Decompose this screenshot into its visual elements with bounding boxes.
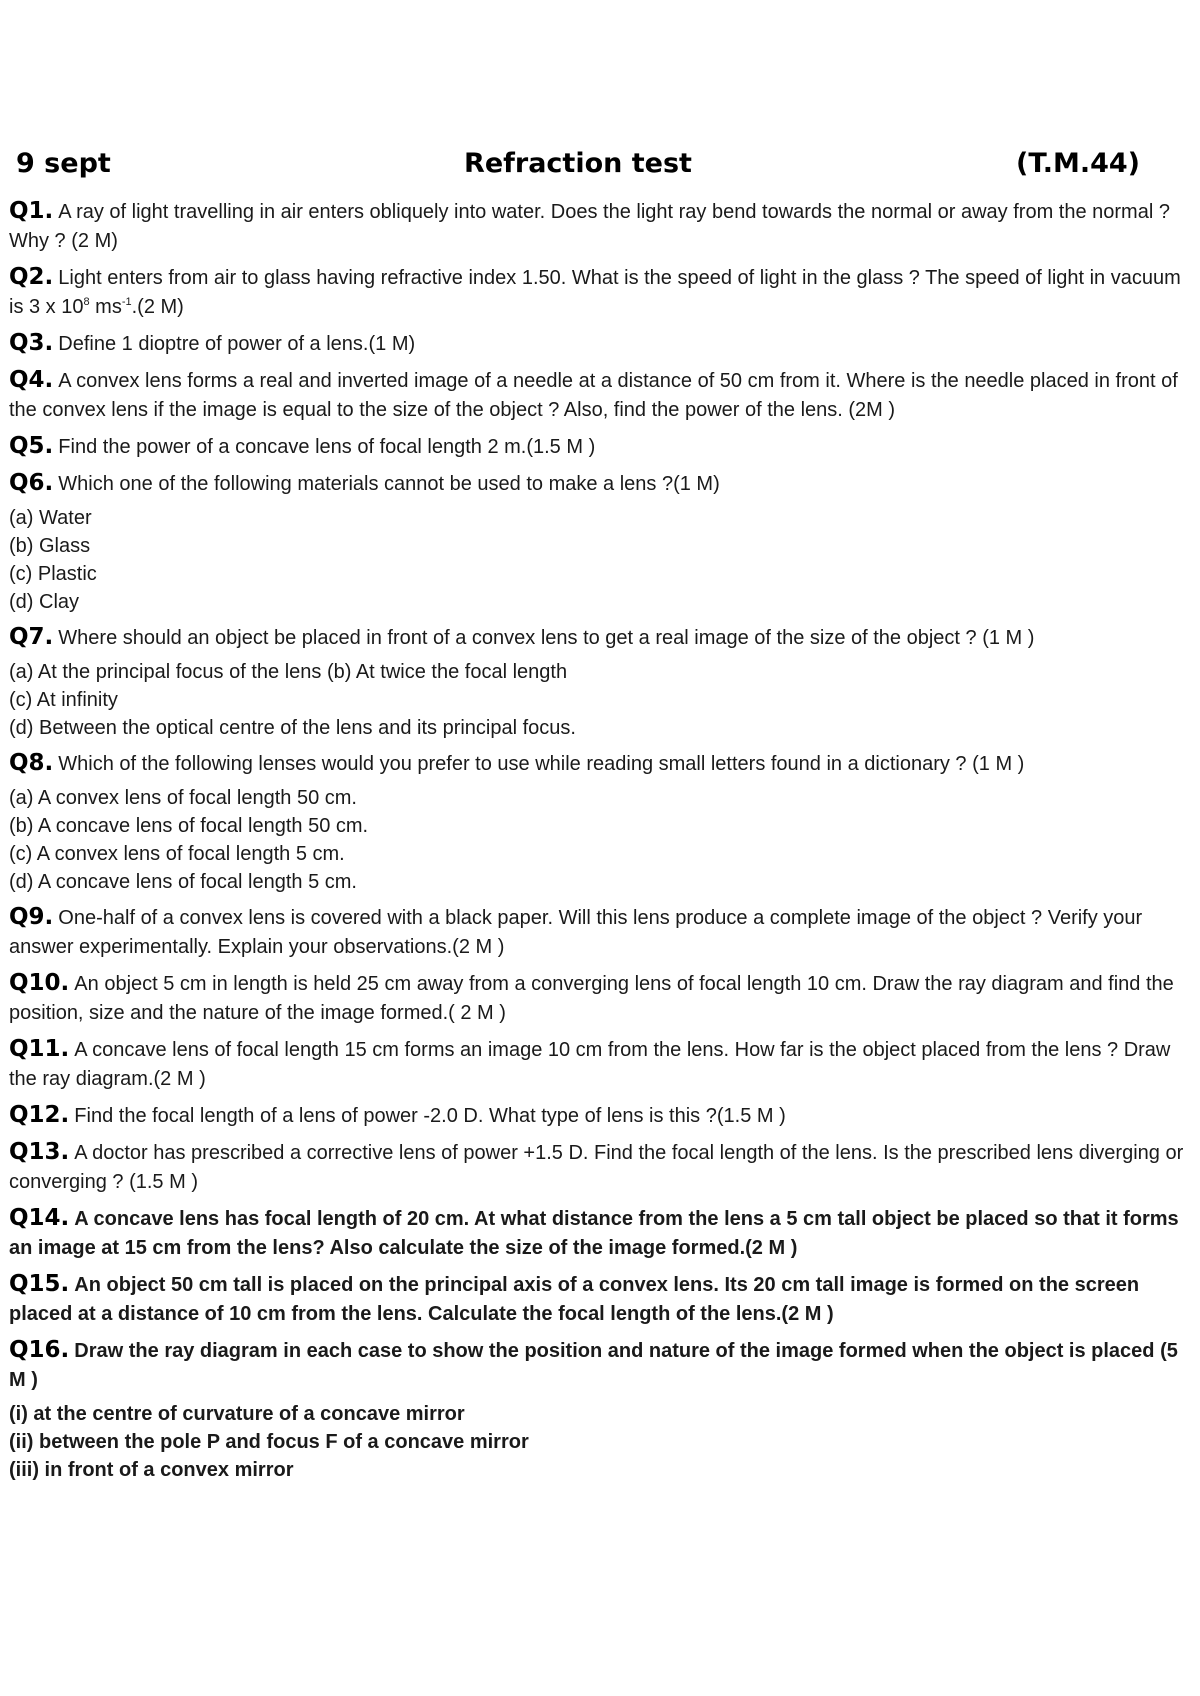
question-label: Q4. xyxy=(9,367,54,393)
question-10 xyxy=(9,969,1192,1028)
test-code: (T.M.44) xyxy=(1016,148,1140,179)
exponent: 8 xyxy=(83,296,90,308)
question-8-options xyxy=(9,784,1192,896)
option: (c) At infinity xyxy=(9,689,118,711)
option: (a) At the principal focus of the lens (b) At twice the focal length xyxy=(9,661,568,683)
question-label: Q14. xyxy=(9,1205,70,1231)
question-text: A ray of light travelling in air enters obliquely into water. Does the light ray bend towards the normal or away from the normal ? Why ? (2 M) xyxy=(9,201,1170,252)
question-label: Q2. xyxy=(9,264,54,290)
option: (a) A convex lens of focal length 50 cm. xyxy=(9,787,357,809)
option: (ii) between the pole P and focus F of a concave mirror xyxy=(9,1431,529,1453)
question-7-options xyxy=(9,658,1192,742)
question-3 xyxy=(9,329,1192,359)
test-date: 9 sept xyxy=(16,148,111,179)
question-16 xyxy=(9,1336,1192,1395)
option: (b) Glass xyxy=(9,535,91,557)
question-text: Where should an object be placed in front of a convex lens to get a real image of the size of the object ? (1 M ) xyxy=(58,627,1035,649)
question-text: Find the power of a concave lens of focal length 2 m.(1.5 M ) xyxy=(58,436,596,458)
question-2 xyxy=(9,263,1192,322)
question-label: Q12. xyxy=(9,1102,70,1128)
question-14 xyxy=(9,1204,1192,1263)
question-list xyxy=(9,197,1192,1491)
question-label: Q5. xyxy=(9,433,54,459)
option: (iii) in front of a convex mirror xyxy=(9,1459,294,1481)
question-4 xyxy=(9,366,1192,425)
question-label: Q3. xyxy=(9,330,54,356)
option: (a) Water xyxy=(9,507,92,529)
question-text: An object 5 cm in length is held 25 cm away from a converging lens of focal length 10 cm. Draw the ray diagram and find the position, size and the nature of the image formed.( 2 M ) xyxy=(9,973,1174,1024)
option: (c) Plastic xyxy=(9,563,97,585)
question-label: Q8. xyxy=(9,750,54,776)
question-label: Q6. xyxy=(9,470,54,496)
question-1 xyxy=(9,197,1192,256)
question-label: Q7. xyxy=(9,624,54,650)
option: (d) Clay xyxy=(9,591,80,613)
question-13 xyxy=(9,1138,1192,1197)
question-8 xyxy=(9,749,1192,779)
question-text: A doctor has prescribed a corrective lens of power +1.5 D. Find the focal length of the lens. Is the prescribed lens diverging or converging ? (1.5 M ) xyxy=(9,1142,1184,1193)
question-text: An object 50 cm tall is placed on the principal axis of a convex lens. Its 20 cm tall image is formed on the screen placed at a distance of 10 cm from the lens. Calculate the focal length of the lens.(2 M ) xyxy=(9,1274,1140,1325)
question-text: Which one of the following materials cannot be used to make a lens ?(1 M) xyxy=(58,473,720,495)
question-text: Which of the following lenses would you prefer to use while reading small letters found in a dictionary ? (1 M ) xyxy=(58,753,1025,775)
question-text-part: Light enters from air to glass having refractive index 1.50. What is the speed of light in the glass ? The speed of light in vacuum is 3 x 10 xyxy=(9,267,1181,318)
question-12 xyxy=(9,1101,1192,1131)
question-text: Draw the ray diagram in each case to show the position and nature of the image formed when the object is placed (5 M ) xyxy=(9,1340,1178,1391)
option: (d) Between the optical centre of the lens and its principal focus. xyxy=(9,717,576,739)
question-text: One-half of a convex lens is covered with a black paper. Will this lens produce a complete image of the object ? Verify your answer experimentally. Explain your observations.(2 M ) xyxy=(9,907,1143,958)
question-label: Q15. xyxy=(9,1271,70,1297)
test-title: Refraction test xyxy=(464,148,692,179)
question-6 xyxy=(9,469,1192,499)
question-text: A convex lens forms a real and inverted image of a needle at a distance of 50 cm from it. Where is the needle placed in front of the convex lens if the image is equal to the size of the object ? Also, find the power of the lens. (2M ) xyxy=(9,370,1178,421)
question-text-part: .(2 M) xyxy=(131,296,184,318)
question-label: Q10. xyxy=(9,970,70,996)
question-text: A concave lens has focal length of 20 cm. At what distance from the lens a 5 cm tall object be placed so that it forms an image at 15 cm from the lens? Also calculate the size of the image formed.(2 M ) xyxy=(9,1208,1179,1259)
question-11 xyxy=(9,1035,1192,1094)
question-text: Find the focal length of a lens of power -2.0 D. What type of lens is this ?(1.5 M ) xyxy=(74,1105,786,1127)
question-6-options xyxy=(9,504,1192,616)
question-7 xyxy=(9,623,1192,653)
question-16-options xyxy=(9,1400,1192,1484)
question-label: Q11. xyxy=(9,1036,70,1062)
question-label: Q16. xyxy=(9,1337,70,1363)
question-label: Q13. xyxy=(9,1139,70,1165)
option: (i) at the centre of curvature of a concave mirror xyxy=(9,1403,465,1425)
exponent: -1 xyxy=(121,296,132,308)
question-text xyxy=(9,267,1181,318)
question-label: Q1. xyxy=(9,198,54,224)
question-text: Define 1 dioptre of power of a lens.(1 M) xyxy=(58,333,416,355)
question-text: A concave lens of focal length 15 cm forms an image 10 cm from the lens. How far is the object placed from the lens ? Draw the ray diagram.(2 M ) xyxy=(9,1039,1171,1090)
test-header xyxy=(16,148,1140,188)
option: (d) A concave lens of focal length 5 cm. xyxy=(9,871,357,893)
option: (b) A concave lens of focal length 50 cm. xyxy=(9,815,369,837)
question-9 xyxy=(9,903,1192,962)
question-label: Q9. xyxy=(9,904,54,930)
option: (c) A convex lens of focal length 5 cm. xyxy=(9,843,345,865)
question-5 xyxy=(9,432,1192,462)
question-15 xyxy=(9,1270,1192,1329)
question-text-part: ms xyxy=(89,296,122,318)
